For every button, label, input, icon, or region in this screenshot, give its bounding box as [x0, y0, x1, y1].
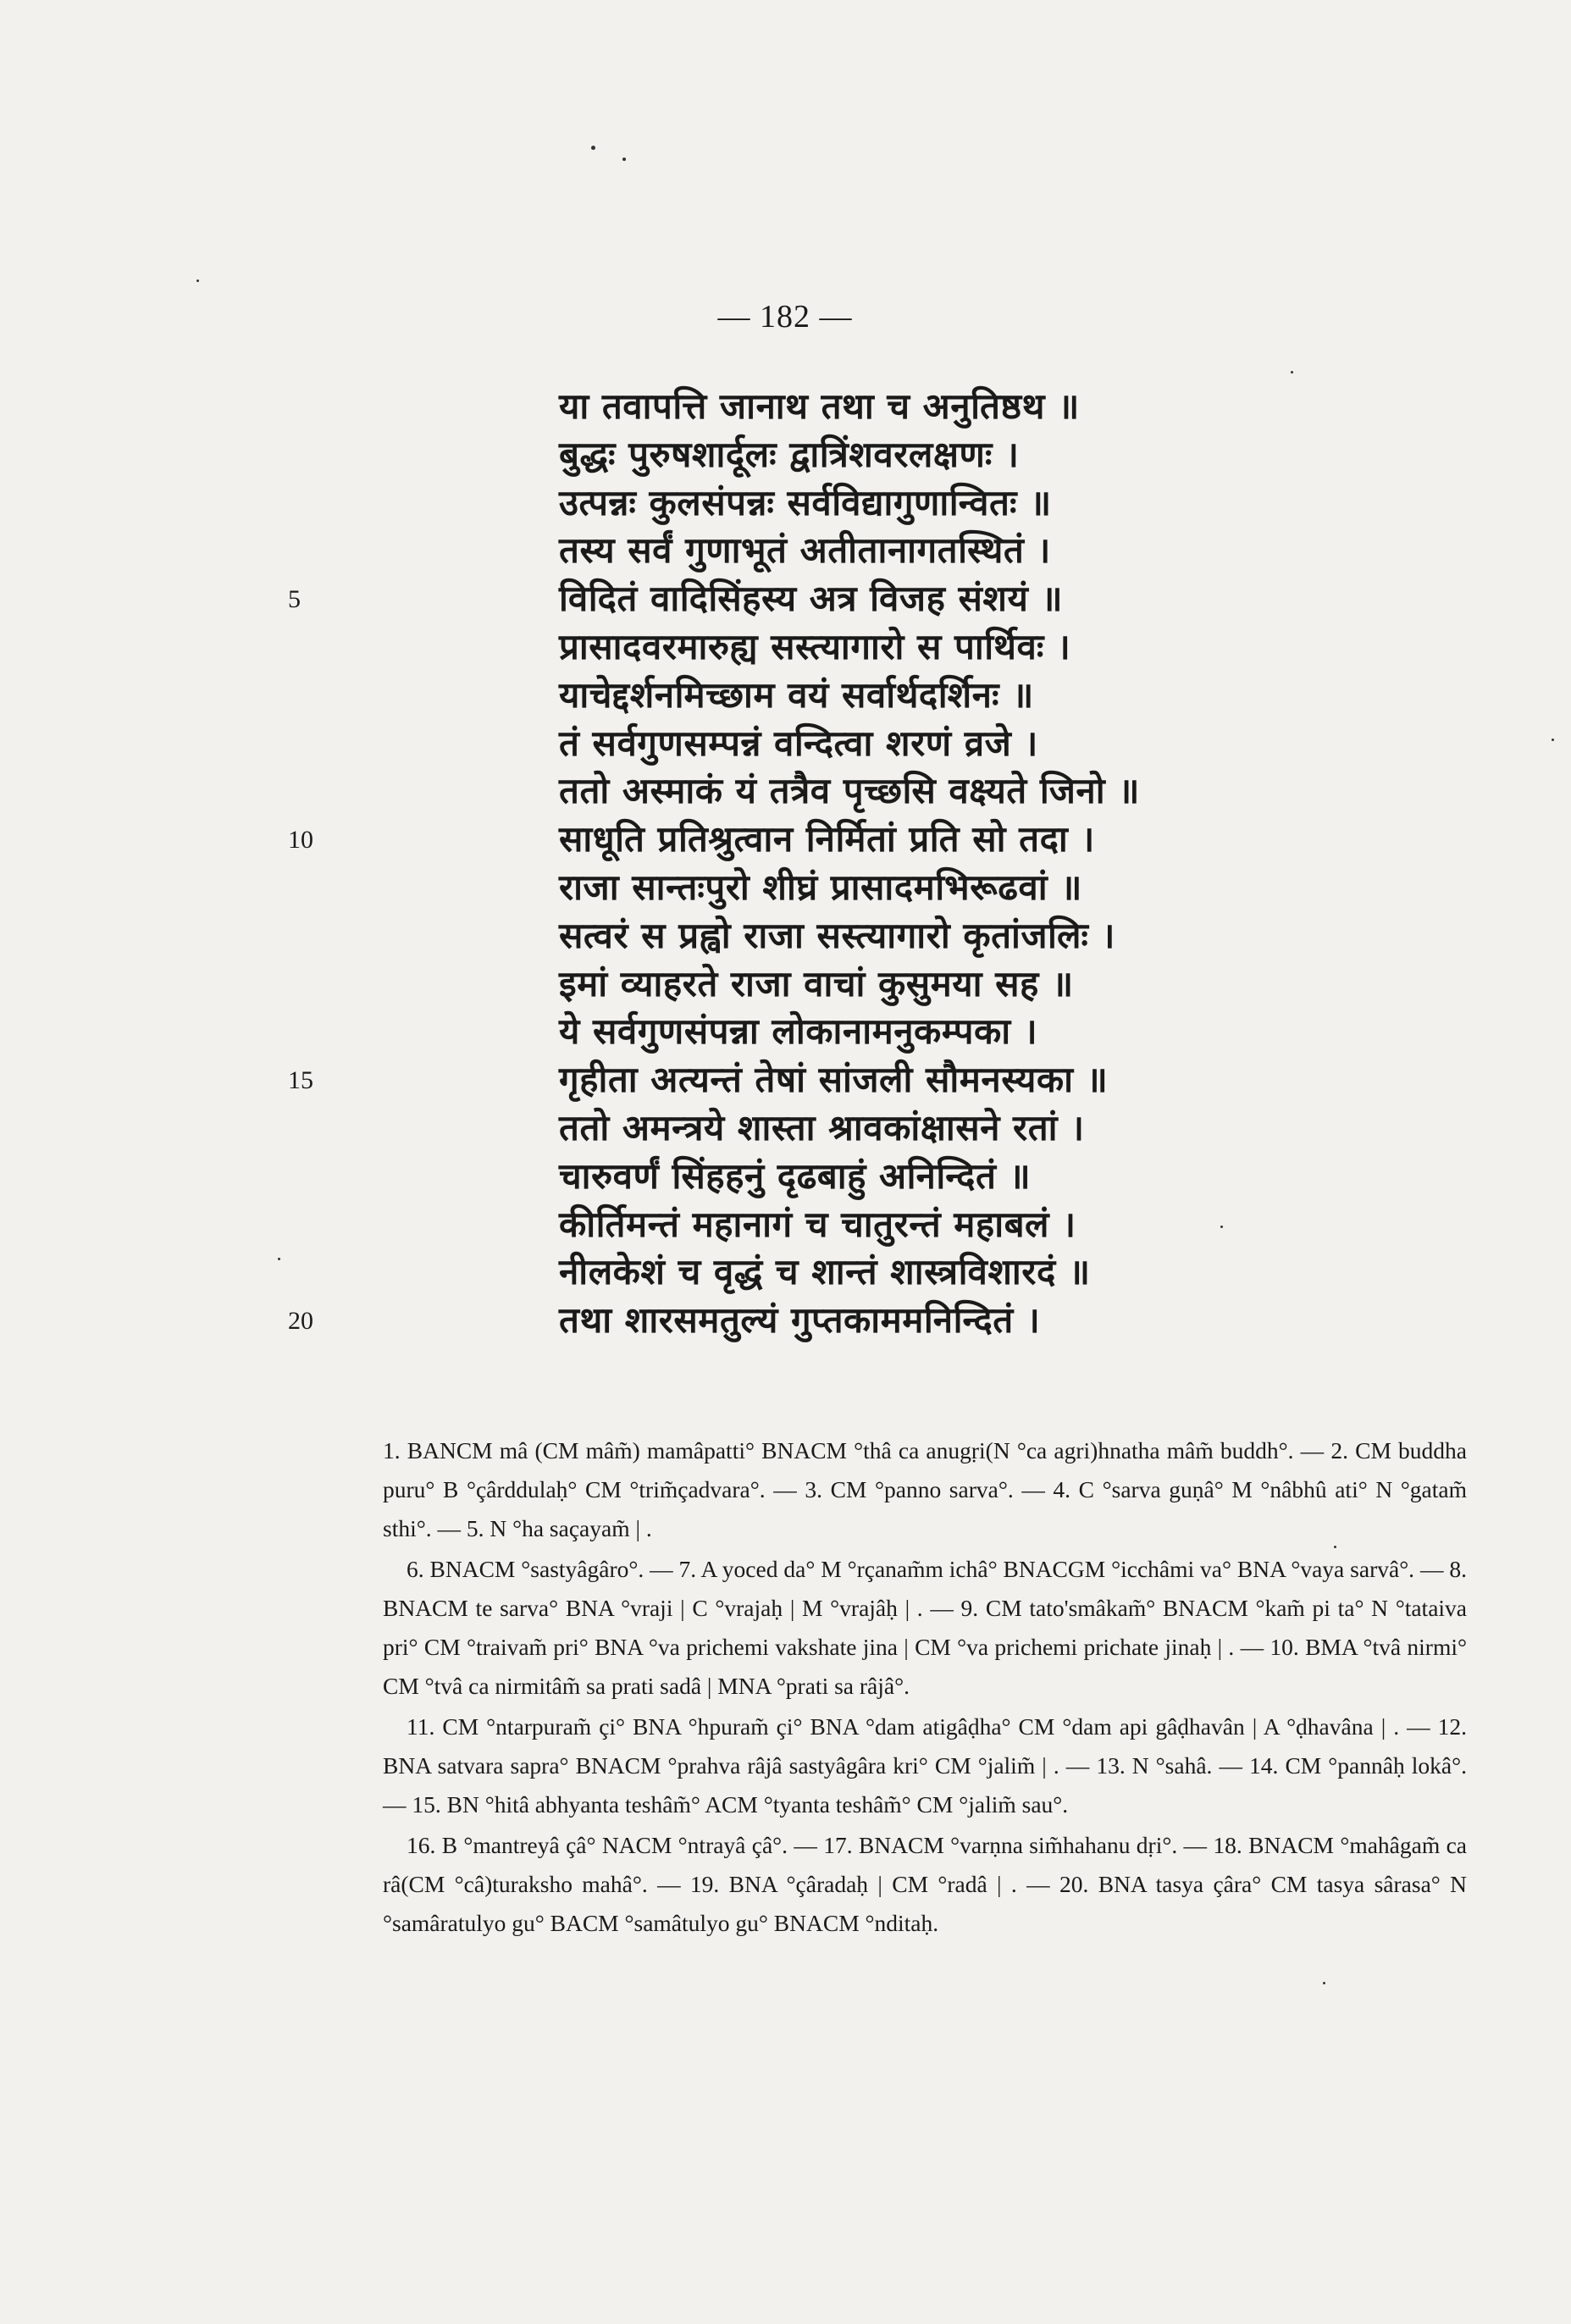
- verse-line: या तवापत्ति जानाथ तथा च अनुतिष्ठथ ॥: [559, 385, 1080, 427]
- scan-speck: [1220, 1226, 1223, 1228]
- footnote-paragraph: 1. BANCM mâ (CM mâm̃) mamâpatti° BNACM °thâ ca anugṛi(N °ca agri)hnatha mâm̃ buddh°. — 2. CM buddha puru° B °çârddulaḥ° CM °trim̃çadvara°. — 3. CM °panno sarva°. — 4. C °sarva guṇâ° M °nâbhû ati° N °gatam̃ sthi°. — 5. N °ha saçayam̃ | .: [383, 1437, 1467, 1541]
- verse-line: तथा शारसमतुल्यं गुप्तकाममनिन्दितं ।: [559, 1299, 1041, 1342]
- verse-line: प्रासादवरमारुह्य सस्त्यागारो स पार्थिवः ।: [559, 625, 1071, 667]
- verse-line: साधूति प्रतिश्रुत्वान निर्मितां प्रति सो तदा ।: [559, 818, 1095, 860]
- scan-speck: [591, 146, 595, 150]
- verse-line: सत्वरं स प्रह्वो राजा सस्त्यागारो कृतांजलिः ।: [559, 914, 1115, 956]
- verse-line: ये सर्वगुणसंपन्ना लोकानामनुकम्पका ।: [559, 1010, 1038, 1053]
- footnote-paragraph: 11. CM °ntarpuram̃ çi° BNA °hpuram̃ çi° BNA °dam atigâḍha° CM °dam api gâḍhavân | A °ḍhavâna | . — 12. BNA satvara sapra° BNACM °prahva râjâ sastyâgâra kri° CM °jalim̃ | . — 13. N °sahâ. — 14. CM °pannâḥ lokâ°. — 15. BN °hitâ abhyanta teshâm̃° ACM °tyanta teshâm̃° CM °jalim̃ sau°.: [383, 1713, 1467, 1818]
- line-number: 10: [288, 826, 313, 855]
- verse-line: विदितं वादिसिंहस्य अत्र विजह संशयं ॥: [559, 578, 1064, 620]
- line-number: 20: [288, 1307, 313, 1336]
- verse-line: तस्य सर्वं गुणाभूतं अतीतानागतस्थितं ।: [559, 529, 1051, 572]
- verse-line: ततो अमन्त्रये शास्ता श्रावकांक्षासने रतां ।: [559, 1106, 1085, 1148]
- verse-line: उत्पन्नः कुलसंपन्नः सर्वविद्यागुणान्वितः ॥: [559, 481, 1052, 523]
- page-number: — 182 —: [717, 299, 853, 335]
- scan-speck: [622, 158, 626, 161]
- verse-line: तं सर्वगुणसम्पन्नं वन्दित्वा शरणं व्रजे ।: [559, 722, 1038, 764]
- footnote-paragraph: 16. B °mantreyâ çâ° NACM °ntrayâ çâ°. — 17. BNACM °varṇna sim̃hahanu dṛi°. — 18. BNACM °mahâgam̃ ca râ(CM °câ)turaksho mahâ°. — 19. BNA °çâradaḥ | CM °radâ | . — 20. BNA tasya çâra° CM tasya sârasa° N °samâratulyo gu° BACM °samâtulyo gu° BNACM °nditaḥ.: [383, 1832, 1467, 1936]
- verse-line: कीर्तिमन्तं महानागं च चातुरन्तं महाबलं ।: [559, 1203, 1076, 1245]
- verse-line: चारुवर्णं सिंहहनुं दृढबाहुं अनिन्दितं ॥: [559, 1154, 1032, 1197]
- line-number: 5: [288, 585, 301, 614]
- verse-line: इमां व्याहरते राजा वाचां कुसुमया सह ॥: [559, 962, 1074, 1004]
- verse-block: [559, 383, 1203, 1345]
- scan-speck: [1291, 371, 1293, 374]
- verse-line: राजा सान्तःपुरो शीघ्रं प्रासादमभिरूढवां ॥: [559, 866, 1082, 908]
- footnotes: [383, 1431, 1467, 1945]
- verse-line: याचेद्दर्शनमिच्छाम वयं सर्वार्थदर्शिनः ॥: [559, 673, 1034, 716]
- verse-line: गृहीता अत्यन्तं तेषां सांजली सौमनस्यका ॥: [559, 1059, 1109, 1101]
- verse-line: बुद्धः पुरुषशार्दूलः द्वात्रिंशवरलक्षणः ।: [559, 433, 1020, 475]
- scan-speck: [1323, 1982, 1325, 1984]
- line-number: 15: [288, 1066, 313, 1095]
- footnote-paragraph: 6. BNACM °sastyâgâro°. — 7. A yoced da° M °rçanam̃m ichâ° BNACGM °icchâmi va° BNA °vaya sarvâ°. — 8. BNACM te sarva° BNA °vraji | C °vrajaḥ | M °vrajâḥ | . — 9. CM tato'smâkam̃° BNACM °kam̃ pi ta° N °tataiva pri° CM °traivam̃ pri° BNA °va prichemi vakshate jina | CM °va prichemi prichate jinaḥ | . — 10. BMA °tvâ nirmi° CM °tvâ ca nirmitâm̃ sa prati sadâ | MNA °prati sa râjâ°.: [383, 1556, 1467, 1699]
- verse-line: नीलकेशं च वृद्धं च शान्तं शास्त्रविशारदं ॥: [559, 1251, 1091, 1293]
- scan-speck: [1552, 739, 1554, 741]
- scan-speck: [278, 1258, 280, 1260]
- scan-speck: [196, 279, 199, 282]
- verse-line: ततो अस्माकं यं तत्रैव पृच्छसि वक्ष्यते जिनो ॥: [559, 770, 1140, 812]
